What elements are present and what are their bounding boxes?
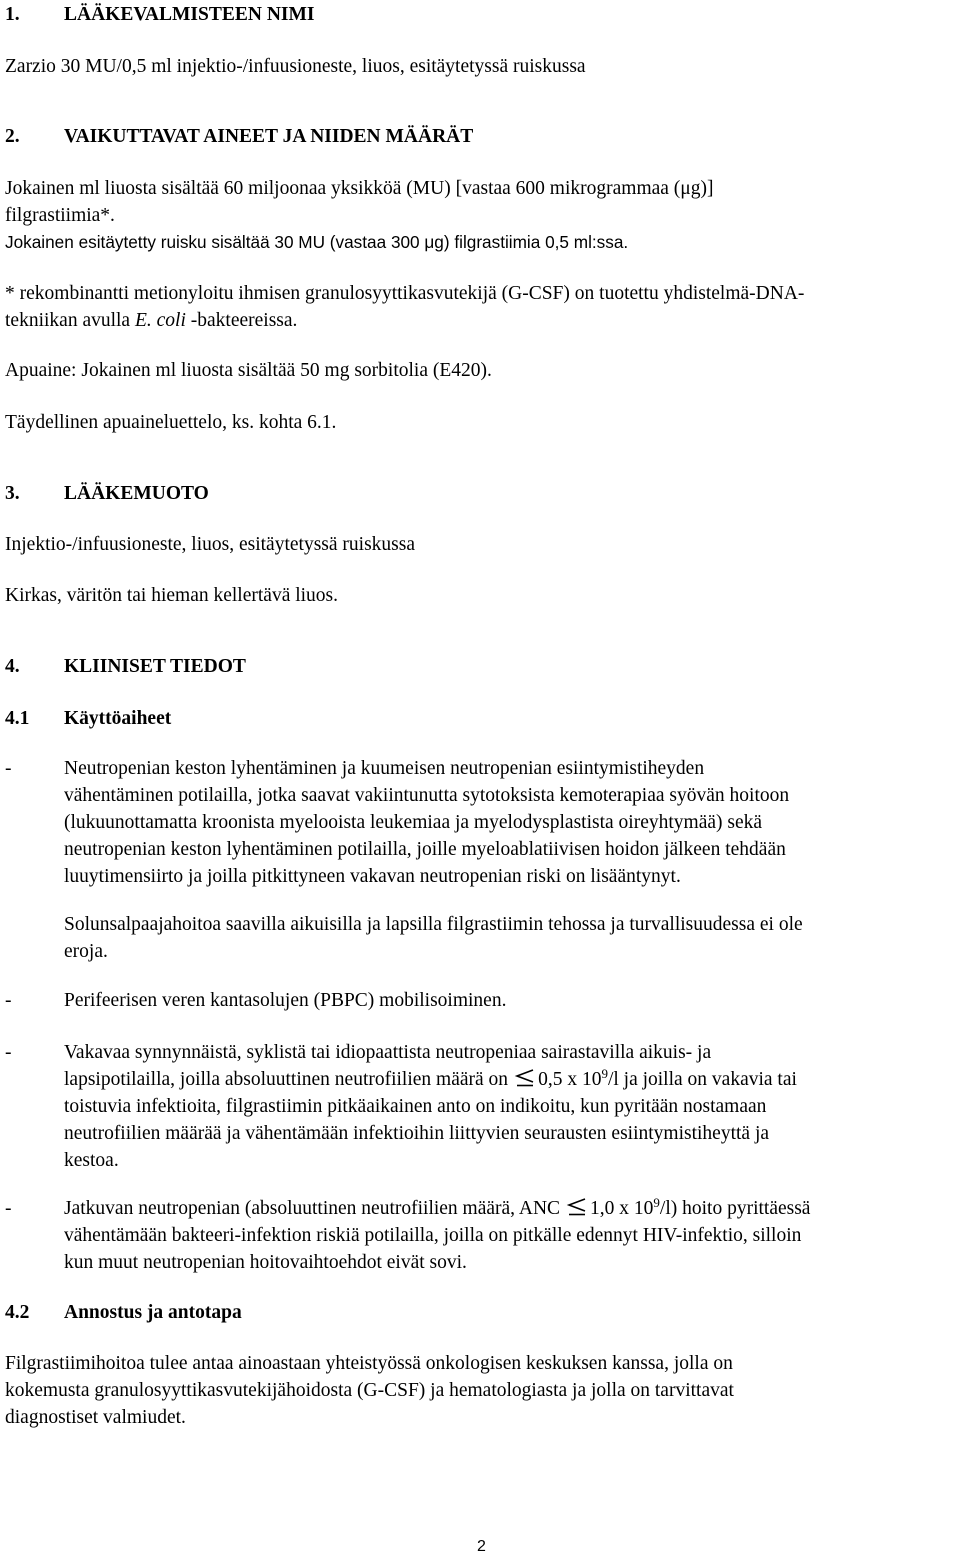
indication-4-line-1 bbox=[64, 1196, 810, 1223]
excipient-list-reference: Täydellinen apuaineluettelo, ks. kohta 6.1. bbox=[5, 412, 337, 433]
indication-4-value: 1,0 x 10 bbox=[590, 1198, 654, 1219]
section-4-1-number: 4.1 bbox=[5, 708, 30, 729]
section-2-heading bbox=[5, 124, 473, 151]
composition-line-1: Jokainen ml liuosta sisältää 60 miljoonaa yksikköä (MU) [vastaa 600 mikrogrammaa (μg)] bbox=[5, 178, 714, 199]
section-4-number: 4. bbox=[5, 656, 20, 677]
indication-1-note-line-1: Solunsalpaajahoitoa saavilla aikuisilla ja lapsilla filgrastiimin tehossa ja turvallisuudessa ei ole bbox=[64, 914, 803, 935]
indication-3-line-1: Vakavaa synnynnäistä, syklistä tai idiopaattista neutropeniaa sairastavilla aikuis- ja bbox=[64, 1042, 712, 1063]
indication-2-text: Perifeerisen veren kantasolujen (PBPC) mobilisoiminen. bbox=[64, 990, 507, 1011]
posology-line-1: Filgrastiimihoitoa tulee antaa ainoastaan yhteistyössä onkologisen keskuksen kanssa, jolla on bbox=[5, 1353, 733, 1374]
list-bullet: - bbox=[5, 1042, 12, 1063]
indication-1-line-1: Neutropenian keston lyhentäminen ja kuumeisen neutropenian esiintymistiheyden bbox=[64, 758, 705, 779]
page-number: 2 bbox=[477, 1538, 486, 1555]
footnote-organism: E. coli bbox=[134, 310, 186, 331]
posology-line-2: kokemusta granulosyyttikasvutekijähoidosta (G-CSF) ja hematologiasta ja jolla on tarvittavat bbox=[5, 1380, 734, 1401]
product-name: Zarzio 30 MU/0,5 ml injektio-/infuusioneste, liuos, esitäytetyssä ruiskussa bbox=[5, 56, 586, 77]
indication-1-line-3: (lukuunottamatta kroonista myelooista leukemiaa ja myelodysplastista oireyhtymää) sekä bbox=[64, 812, 763, 833]
indication-3-line-2-prefix: lapsipotilailla, joilla absoluuttinen neutrofiilien määrä on bbox=[64, 1069, 509, 1090]
indication-4-line-2: vähentämään bakteeri-infektion riskiä potilailla, joilla on pitkälle edennyt HIV-infektio, silloin bbox=[64, 1225, 802, 1246]
section-2-number: 2. bbox=[5, 126, 20, 147]
composition-line-2: filgrastiimia*. bbox=[5, 205, 115, 226]
section-4-2-title: Annostus ja antotapa bbox=[64, 1302, 242, 1323]
indication-3-line-2 bbox=[64, 1067, 797, 1094]
indication-4-exponent: 9 bbox=[653, 1195, 660, 1210]
form-description: Kirkas, väritön tai hieman kellertävä liuos. bbox=[5, 585, 339, 606]
section-1-title: LÄÄKEVALMISTEEN NIMI bbox=[64, 4, 315, 25]
posology-line-3: diagnostiset valmiudet. bbox=[5, 1407, 186, 1428]
indication-1-line-5: luuytimensiirto ja joilla pitkittyneen vakavan neutropenian riski on lisääntynyt. bbox=[64, 866, 681, 887]
less-than-or-equal-icon bbox=[566, 1198, 588, 1216]
indication-3-exponent: 9 bbox=[601, 1066, 608, 1081]
section-1-number: 1. bbox=[5, 4, 20, 25]
section-3-number: 3. bbox=[5, 483, 20, 504]
indication-4-line-1-prefix: Jatkuvan neutropenian (absoluuttinen neutrofiilien määrä, ANC bbox=[64, 1198, 561, 1219]
indication-1-note-line-2: eroja. bbox=[64, 941, 108, 962]
section-2-title: VAIKUTTAVAT AINEET JA NIIDEN MÄÄRÄT bbox=[64, 126, 474, 147]
section-4-title: KLIINISET TIEDOT bbox=[64, 656, 246, 677]
composition-line-3: Jokainen esitäytetty ruisku sisältää 30 MU (vastaa 300 μg) filgrastiimia 0,5 ml:ssa. bbox=[5, 232, 629, 252]
section-3-title: LÄÄKEMUOTO bbox=[64, 483, 209, 504]
section-4-1-title: Käyttöaiheet bbox=[64, 708, 172, 729]
indication-3-line-3: toistuvia infektioita, filgrastiimin pitkäaikainen anto on indikoitu, kun pyritään nostamaan bbox=[64, 1096, 767, 1117]
list-bullet: - bbox=[5, 990, 12, 1011]
footnote-line-2 bbox=[5, 308, 297, 335]
indication-1-line-2: vähentäminen potilailla, jotka saavat vakiintunutta sytotoksista kemoterapiaa syövän hoitoon bbox=[64, 785, 790, 806]
section-4-1-heading bbox=[5, 706, 171, 733]
indication-3-value: 0,5 x 10 bbox=[538, 1069, 602, 1090]
footnote-line-1: * rekombinantti metionyloitu ihmisen granulosyyttikasvutekijä (G-CSF) on tuotettu yhdistelmä-DNA- bbox=[5, 283, 805, 304]
footnote-text-prefix: tekniikan avulla bbox=[5, 310, 135, 331]
pharmaceutical-form: Injektio-/infuusioneste, liuos, esitäytetyssä ruiskussa bbox=[5, 534, 415, 555]
indication-3-line-4: neutrofiilien määrää ja vähentämään infektioihin liittyvien seurausten esiintymistiheyttä ja bbox=[64, 1123, 770, 1144]
section-4-2-heading bbox=[5, 1300, 242, 1327]
indication-3-line-5: kestoa. bbox=[64, 1150, 119, 1171]
excipient-statement: Apuaine: Jokainen ml liuosta sisältää 50 mg sorbitolia (E420). bbox=[5, 360, 492, 381]
footnote-text-suffix: -bakteereissa. bbox=[185, 310, 298, 331]
list-bullet: - bbox=[5, 758, 12, 779]
indication-4-line-1-suffix: /l) hoito pyrittäessä bbox=[659, 1198, 811, 1219]
section-3-heading bbox=[5, 481, 209, 508]
section-4-heading bbox=[5, 654, 246, 681]
indication-3-line-2-suffix: /l ja joilla on vakavia tai bbox=[607, 1069, 797, 1090]
less-than-or-equal-icon bbox=[514, 1069, 536, 1087]
indication-1-line-4: neutropenian keston lyhentäminen potilailla, joille myeloablatiivisen hoidon jälkeen tehdään bbox=[64, 839, 786, 860]
indication-4-line-3: kun muut neutropenian hoitovaihtoehdot eivät sovi. bbox=[64, 1252, 467, 1273]
list-bullet: - bbox=[5, 1198, 12, 1219]
section-4-2-number: 4.2 bbox=[5, 1302, 30, 1323]
section-1-heading bbox=[5, 2, 314, 29]
